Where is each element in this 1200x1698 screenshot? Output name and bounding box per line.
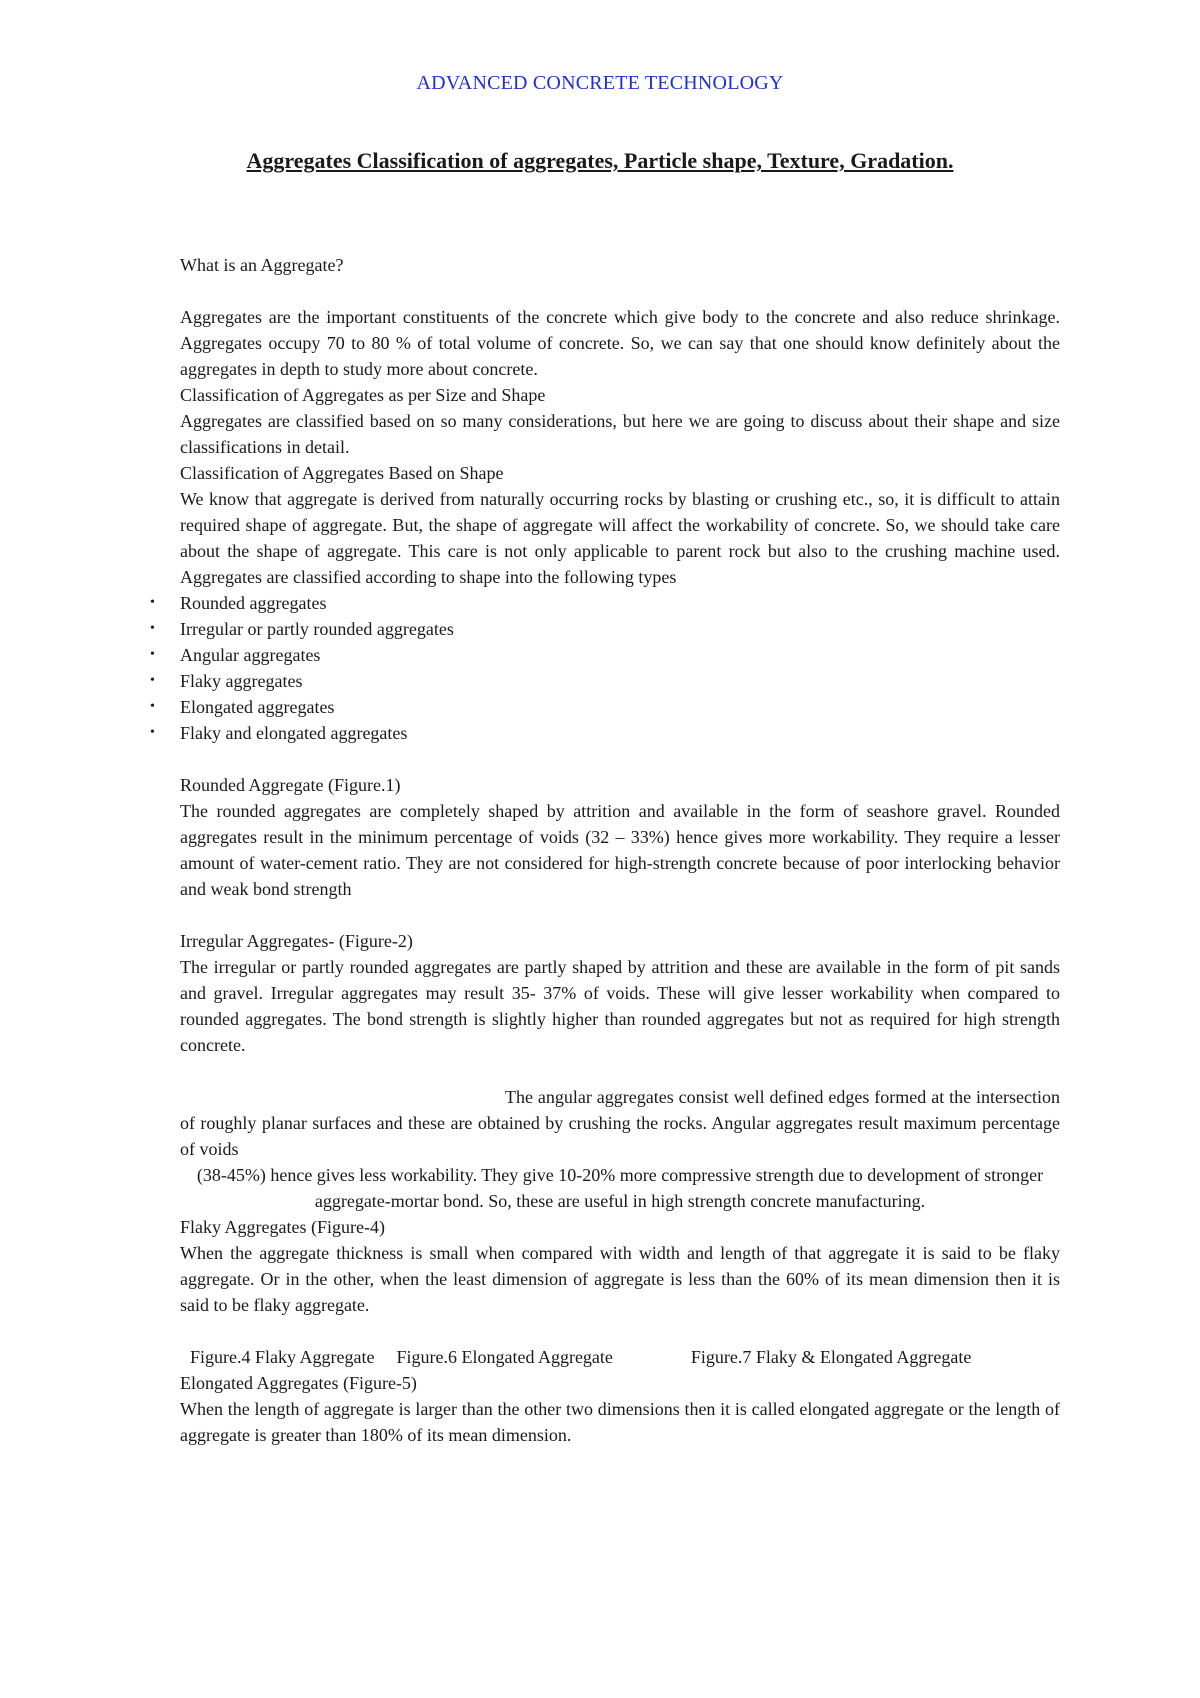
figure-6-caption: Figure.6 Elongated Aggregate bbox=[396, 1347, 613, 1367]
document-body bbox=[150, 252, 1060, 1448]
list-item: • Angular aggregates bbox=[180, 642, 1060, 668]
list-item: • Rounded aggregates bbox=[180, 590, 1060, 616]
rounded-heading: Rounded Aggregate (Figure.1) bbox=[180, 775, 401, 795]
list-item: • Flaky aggregates bbox=[180, 668, 1060, 694]
flaky-paragraph: When the aggregate thickness is small when compared with width and length of that aggregate it is said to be flaky aggregate. Or in the other, when the least dimension of aggregate is less than the 60% of its mean dimension then it is said to be flaky aggregate. bbox=[180, 1243, 1060, 1315]
flaky-heading: Flaky Aggregates (Figure-4) bbox=[180, 1217, 385, 1237]
bullet-icon: • bbox=[150, 725, 155, 740]
list-item: • Elongated aggregates bbox=[180, 694, 1060, 720]
size-shape-heading: Classification of Aggregates as per Size and Shape bbox=[180, 385, 546, 405]
angular-paragraph-continued: (38-45%) hence gives less workability. They give 10-20% more compressive strength due to development of stronger aggregate-mortar bond. So, these are useful in high strength concrete manufacturing. bbox=[196, 1165, 1044, 1211]
aggregate-types-list bbox=[150, 590, 1060, 746]
bullet-icon: • bbox=[150, 699, 155, 714]
figure-4-caption: Figure.4 Flaky Aggregate bbox=[190, 1347, 375, 1367]
shape-paragraph: We know that aggregate is derived from naturally occurring rocks by blasting or crushing etc., so, it is difficult to attain required shape of aggregate. But, the shape of aggregate will affect the workability of concrete. So, we should take care about the shape of aggregate. This care is not only applicable to parent rock but also to the crushing machine used. Aggregates are classified according to shape into the following types bbox=[180, 489, 1060, 587]
bullet-icon: • bbox=[150, 621, 155, 636]
angular-paragraph: The angular aggregates consist well defined edges formed at the intersection of roughly planar surfaces and these are obtained by crushing the rocks. Angular aggregates result maximum percentage of voids bbox=[180, 1087, 1060, 1159]
irregular-paragraph: The irregular or partly rounded aggregates are partly shaped by attrition and these are available in the form of pit sands and gravel. Irregular aggregates may result 35- 37% of voids. These will give lesser workability when compared to rounded aggregates. The bond strength is slightly higher than rounded aggregates but not as required for high strength concrete. bbox=[180, 957, 1060, 1055]
irregular-heading: Irregular Aggregates- (Figure-2) bbox=[180, 931, 413, 951]
document-header: ADVANCED CONCRETE TECHNOLOGY bbox=[416, 72, 784, 94]
bullet-icon: • bbox=[150, 647, 155, 662]
elongated-heading: Elongated Aggregates (Figure-5) bbox=[180, 1373, 417, 1393]
bullet-icon: • bbox=[150, 595, 155, 610]
elongated-paragraph: When the length of aggregate is larger than the other two dimensions then it is called elongated aggregate or the length of aggregate is greater than 180% of its mean dimension. bbox=[180, 1399, 1060, 1445]
list-item: • Irregular or partly rounded aggregates bbox=[180, 616, 1060, 642]
question-heading: What is an Aggregate? bbox=[180, 255, 344, 275]
size-shape-paragraph: Aggregates are classified based on so many considerations, but here we are going to discuss about their shape and size classifications in detail. bbox=[180, 411, 1060, 457]
figure-captions bbox=[180, 1344, 1060, 1370]
list-item: • Flaky and elongated aggregates bbox=[180, 720, 1060, 746]
bullet-icon: • bbox=[150, 673, 155, 688]
rounded-paragraph: The rounded aggregates are completely shaped by attrition and available in the form of seashore gravel. Rounded aggregates result in the minimum percentage of voids (32 – 33%) hence gives more workability. They require a lesser amount of water-cement ratio. They are not considered for high-strength concrete because of poor interlocking behavior and weak bond strength bbox=[180, 801, 1060, 899]
page-title: Aggregates Classification of aggregates, Particle shape, Texture, Gradation. bbox=[246, 148, 954, 173]
shape-heading: Classification of Aggregates Based on Shape bbox=[180, 463, 504, 483]
intro-paragraph: Aggregates are the important constituents of the concrete which give body to the concrete and also reduce shrinkage. Aggregates occupy 70 to 80 % of total volume of concrete. So, we can say that one should know definitely about the aggregates in depth to study more about concrete. bbox=[180, 307, 1060, 379]
figure-7-caption: Figure.7 Flaky & Elongated Aggregate bbox=[690, 1347, 972, 1367]
